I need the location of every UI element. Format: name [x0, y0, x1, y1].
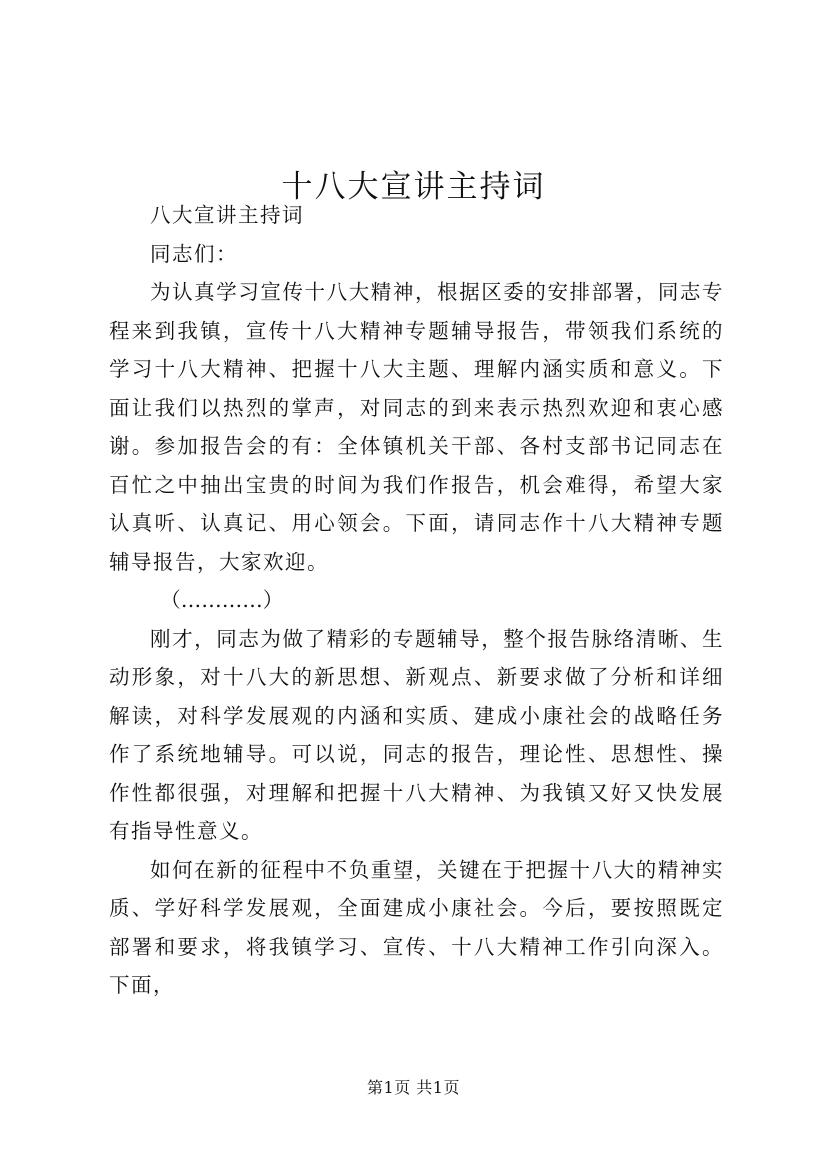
- ellipsis-paragraph: （…………）: [160, 588, 284, 612]
- summary-paragraph: 刚才，同志为做了精彩的专题辅导，整个报告脉络清晰、生动形象，对十八大的新思想、新观点、新要求做了分析和详细解读，对科学发展观的内涵和实质、建成小康社会的战略任务作了系统地辅导。可以说，同志的报告，理论性、思想性、操作性都很强，对理解和把握十八大精神、为我镇又好又快发展有指导性意义。: [109, 626, 724, 843]
- opening-paragraph: 为认真学习宣传十八大精神，根据区委的安排部署，同志专程来到我镇，宣传十八大精神专题辅导报告，带领我们系统的学习十八大精神、把握十八大主题、理解内涵实质和意义。下面让我们以热烈的掌声，对同志的到来表示热烈欢迎和衷心感谢。参加报告会的有：全体镇机关干部、各村支部书记同志在百忙之中抽出宝贵的时间为我们作报告，机会难得，希望大家认真听、认真记、用心领会。下面，请同志作十八大精神专题辅导报告，大家欢迎。: [109, 280, 724, 574]
- document-title: 十八大宣讲主持词: [281, 168, 546, 205]
- salutation-paragraph: 同志们：: [150, 241, 238, 266]
- closing-paragraph: 如何在新的征程中不负重望，关键在于把握十八大的精神实质、学好科学发展观，全面建成小康社会。今后，要按照既定部署和要求，将我镇学习、宣传、十八大精神工作引向深入。下面，: [109, 857, 724, 997]
- document-body: [109, 196, 724, 1005]
- subtitle-paragraph: 八大宣讲主持词: [150, 203, 304, 227]
- page-footer: 第1页 共1页: [367, 1078, 460, 1097]
